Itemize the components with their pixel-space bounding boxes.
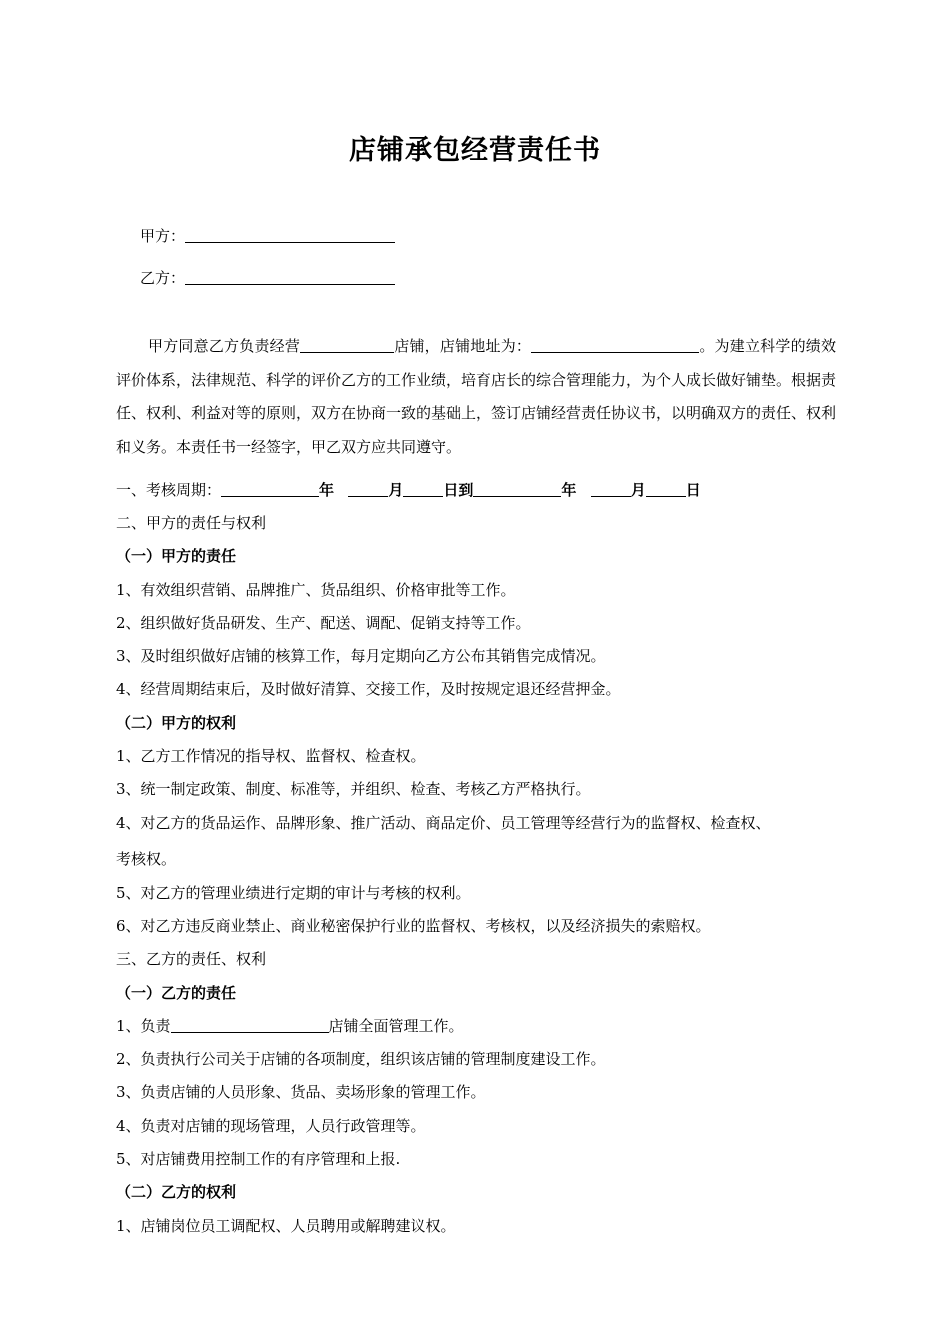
day-label-2: 日 <box>685 481 701 499</box>
a-right-item: 4、对乙方的货品运作、品牌形象、推广活动、商品定价、员工管理等经营行为的监督权、检查权、 <box>116 814 771 832</box>
end-day-blank <box>646 480 686 497</box>
section2-sub2-heading: （二）甲方的权利 <box>116 714 237 732</box>
a-right-item: 3、统一制定政策、制度、标准等，并组织、检查、考核乙方严格执行。 <box>116 780 591 798</box>
section2-sub1-heading: （一）甲方的责任 <box>116 547 237 565</box>
month-label-1: 月 <box>388 481 404 499</box>
party-a-line <box>140 226 395 246</box>
party-b-blank <box>185 268 395 285</box>
party-a-label: 甲方： <box>140 227 186 245</box>
section3-title: 三、乙方的责任、权利 <box>116 950 267 968</box>
end-year-blank <box>473 480 561 497</box>
store-name-blank <box>300 336 394 353</box>
period-line <box>116 480 701 500</box>
section3-sub1-heading: （一）乙方的责任 <box>116 984 237 1002</box>
b-duty-item: 2、负责执行公司关于店铺的各项制度，组织该店铺的管理制度建设工作。 <box>116 1050 606 1068</box>
a-duty-item: 3、及时组织做好店铺的核算工作，每月定期向乙方公布其销售完成情况。 <box>116 647 606 665</box>
b-duty-item: 4、负责对店铺的现场管理，人员行政管理等。 <box>116 1117 426 1135</box>
a-right-item: 5、对乙方的管理业绩进行定期的审计与考核的权利。 <box>116 884 471 902</box>
a-duty-item: 2、组织做好货品研发、生产、配送、调配、促销支持等工作。 <box>116 614 531 632</box>
party-b-line <box>140 268 395 288</box>
month-label-2: 月 <box>630 481 646 499</box>
store-address-blank <box>531 336 699 353</box>
start-month-blank <box>348 480 388 497</box>
year-label-2: 年 <box>561 481 577 499</box>
section3-sub2-heading: （二）乙方的权利 <box>116 1183 237 1201</box>
intro-part1: 甲方同意乙方负责经营 <box>148 337 301 355</box>
year-label-1: 年 <box>319 481 335 499</box>
b-duty-item: 3、负责店铺的人员形象、货品、卖场形象的管理工作。 <box>116 1083 486 1101</box>
period-label: 一、考核周期： <box>116 481 222 499</box>
a-duty-item: 4、经营周期结束后，及时做好清算、交接工作，及时按规定退还经营押金。 <box>116 680 621 698</box>
a-right-item: 1、乙方工作情况的指导权、监督权、检查权。 <box>116 747 426 765</box>
a-duty-item: 1、有效组织营销、品牌推广、货品组织、价格审批等工作。 <box>116 581 516 599</box>
section2-title: 二、甲方的责任与权利 <box>116 514 267 532</box>
b-duty-item <box>116 1016 464 1036</box>
b-duty1-prefix: 1、负责 <box>116 1017 171 1035</box>
end-month-blank <box>591 480 631 497</box>
document-title: 店铺承包经营责任书 <box>349 135 601 166</box>
b-right-item: 1、店铺岗位员工调配权、人员聘用或解聘建议权。 <box>116 1217 456 1235</box>
day-to-label: 日到 <box>443 481 474 499</box>
b-duty-item: 5、对店铺费用控制工作的有序管理和上报. <box>116 1150 401 1168</box>
a-right-item: 6、对乙方违反商业禁止、商业秘密保护行业的监督权、考核权，以及经济损失的索赔权。 <box>116 917 711 935</box>
start-day-blank <box>403 480 443 497</box>
b-duty1-suffix: 店铺全面管理工作。 <box>328 1017 464 1035</box>
start-year-blank <box>221 480 319 497</box>
intro-part2: 店铺，店铺地址为： <box>394 337 532 355</box>
party-a-blank <box>185 226 395 243</box>
a-right-item: 考核权。 <box>116 850 177 868</box>
intro-paragraph <box>116 330 836 464</box>
intro-part3: 。为建立科学的绩效评价体系，法律规范、科学的评价乙方的工作业绩，培育店长的综合管理能力，为个人成长做好铺垫。根据责任、权利、利益对等的原则，双方在协商一致的基础上，签订店铺经营责任协议书，以明确双方的责任、权利和义务。本责任书一经签字，甲乙双方应共同遵守。 <box>116 337 837 456</box>
party-b-label: 乙方： <box>140 269 186 287</box>
responsible-store-blank <box>171 1016 329 1033</box>
